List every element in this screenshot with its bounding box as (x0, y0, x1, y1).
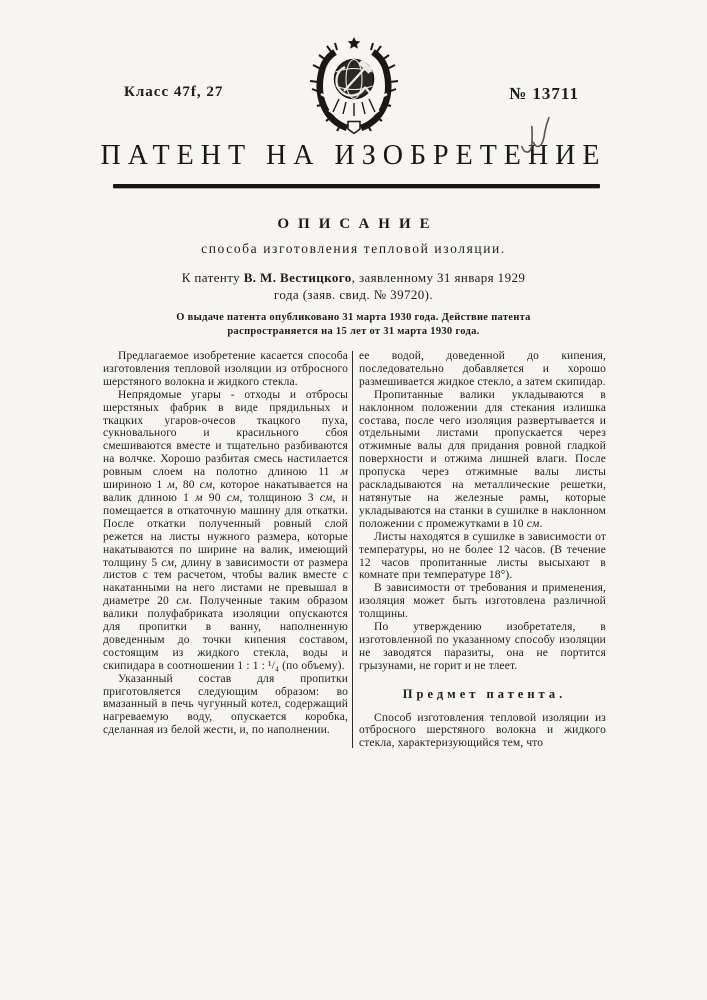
patent-title: ПАТЕНТ НА ИЗОБРЕТЕНИЕ (100, 140, 607, 171)
publication-note: О выдаче патента опубликовано 31 марта 1930 года. Действие патента распространяется на 15 лет от 31 марта 1930 года. (176, 312, 531, 337)
paragraph: ее водой, доведенной до кипения, последовательно добавляется и хорошо размешивается жидкое стекло, а затем скипидар. (359, 350, 606, 388)
claim-paragraph: Способ изготовления тепловой изоляции из отбросного шерстяного волокна и жидкого стекла, характеризующийся тем, что (359, 711, 606, 750)
paragraph: В зависимости от требования и применения, изоляция может быть изготовлена различной толщины. (359, 582, 606, 621)
description-heading: ОПИСАНИЕ (277, 216, 439, 232)
description-block (0, 216, 707, 339)
paragraph: Предлагаемое изобретение касается способа изготовления тепловой изоляции из отбросного шерстяного волокна и жидкого стекла. (103, 350, 348, 388)
paragraph: Пропитанные валики укладываются в наклонном положении для стекания излишка состава, после чего изоляция развертывается и отдельными листами пропускается через отжимные валы для придания ровной гладкой поверхности и отжима лишней влаги. После пропуска через отжимные валы листы раскладываются на металлические решетки, натянутые на железные рамы, которые укладываются на станки в сушилке в наклонном положении с промежутками в 10 см. (359, 388, 606, 530)
patent-holder-line: К патенту В. М. Вестицкого, заявленному 31 января 1929 года (заяв. свид. № 39720). (181, 270, 526, 302)
ussr-coat-of-arms-icon (299, 36, 409, 139)
column-divider (352, 351, 353, 748)
title-rule (113, 184, 600, 188)
patent-number: № 13711 (509, 84, 579, 103)
handwritten-mark-icon (515, 113, 560, 163)
description-subtitle: способа изготовления тепловой изоляции. (201, 241, 506, 256)
right-column (359, 350, 606, 750)
left-column (103, 350, 348, 750)
body-text (103, 350, 607, 750)
claims-heading: Предмет патента. (402, 686, 567, 701)
paragraph: Указанный состав для пропитки приготовляется следующим образом: во вмазанный в печь чугунный котел, содержащий нагреваемую воду, опускается коробка, сделанная из белой жести, и, по наполнении. (103, 672, 348, 737)
paragraph: Непрядомые угары - отходы и отбросы шерстяных фабрик в виде прядильных и ткацких угаров-очесов ткацкого пуха, сукновального и красильного сбоя смешиваются вместе и тщательно разбиваются на волчке. Хорошо разбитая смесь настилается ровным слоем на полотно длиною 11 м шириною 1 м, 80 см, которое накатывается на валик длиною 1 м 90 см, толщиною 3 см, и помещается в откаточную машину для откатки. После откатки полученный ровный слой режется на листы нужного размера, которые накатываются по ширине на валик, имеющий толщину 5 см, длину в зависимости от размера листов с тем расчетом, чтобы валик вместе с накатанными на него листами не превышал в диаметре 20 см. Полученные таким образом валики полуфабриката изоляции опускаются для пропитки в ванну, наполненную доведенным до точки кипения составом, состоящим из жидкого стекла, воды и скипидара в соотношении 1 : 1 : ¹/₄ (по объему). (103, 388, 348, 672)
class-label: Класс 47f, 27 (124, 84, 224, 100)
paragraph: По утверждению изобретателя, в изготовленной по указанному способу изоляции не заводятся паразиты, она не портится грызунами, не горит и не тлеет. (359, 621, 606, 672)
paragraph: Листы находятся в сушилке в зависимости от температуры, но не более 12 часов. (В течение 12 часов пропитанные листы высыхают в комнате при температуре 18°). (359, 530, 606, 582)
